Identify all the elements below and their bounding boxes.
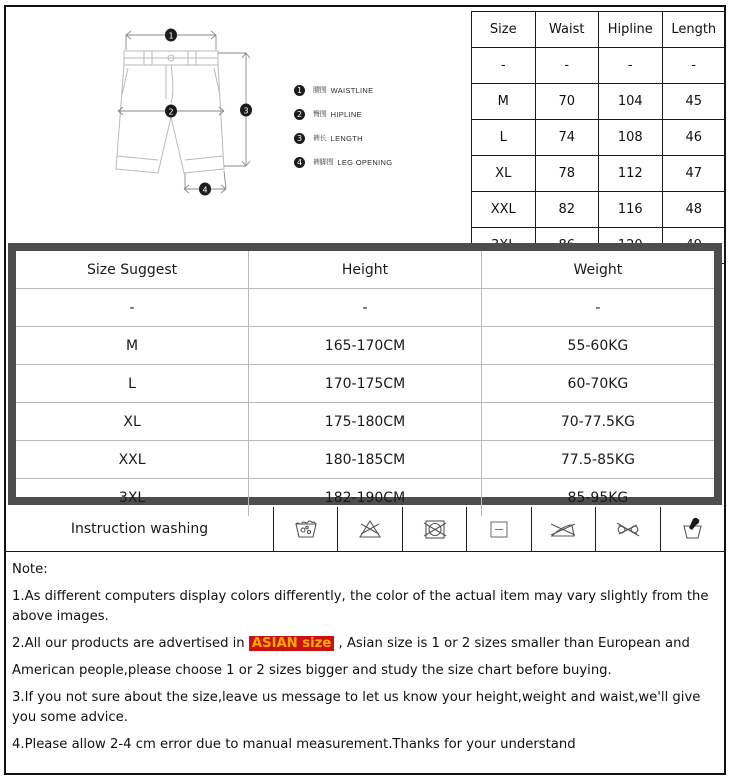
cell-weight: 85-95KG [481,479,714,517]
wash-cell-4 [467,507,531,551]
wash-cell-2 [338,507,402,551]
cell-size: - [16,289,249,327]
note-line-2-pre: 2.All our products are advertised in [12,636,249,652]
table-header-row [472,12,726,48]
cell-waist: 70 [535,84,599,120]
cell-hipline: 116 [599,192,663,228]
wash-cell-6 [596,507,660,551]
cell-size: XL [472,156,536,192]
col-header-waist: Waist [535,12,599,48]
note-section [6,554,724,774]
cell-size: M [16,327,249,365]
cell-waist: 78 [535,156,599,192]
cell-size: M [472,84,536,120]
table-row [472,84,726,120]
svg-text:1: 1 [168,31,174,41]
col-header-length: Length [662,12,726,48]
cell-weight: 70-77.5KG [481,403,714,441]
hand-wash-tub-icon [291,516,321,542]
do-not-tumble-dry-icon [420,516,450,542]
legend-cn-1: 腰围 [313,86,327,94]
legend-en-3: LENGTH [330,133,363,143]
legend-item-length [294,127,464,149]
legend-en-4: LEG OPENING [337,157,393,167]
table-row [472,120,726,156]
note-line-1: 1.As different computers display colors differently, the color of the actual item may vary slightly from the above images. [12,589,709,625]
washing-instructions-label: Instruction washing [6,507,274,551]
cell-height: 175-180CM [249,403,482,441]
washing-instructions-row [6,507,724,552]
legend-en-1: WAISTLINE [330,85,374,95]
measurement-legend [294,79,464,175]
cell-waist: - [535,48,599,84]
washing-icons-group [274,507,724,551]
legend-badge-1: 1 [294,85,305,96]
table-row [472,48,726,84]
cell-length: 45 [662,84,726,120]
wash-cell-3 [403,507,467,551]
wash-cell-5 [532,507,596,551]
cell-size: - [472,48,536,84]
cell-hipline: 112 [599,156,663,192]
cell-height: 170-175CM [249,365,482,403]
cell-height: 182-190CM [249,479,482,517]
wash-cell-1 [274,507,338,551]
legend-badge-4: 4 [294,157,305,168]
cell-size: XXL [472,192,536,228]
do-not-iron-icon [547,516,579,542]
col-header-weight: Weight [481,251,714,289]
col-header-size-suggest: Size Suggest [16,251,249,289]
do-not-dry-clean-icon [611,516,645,542]
cell-waist: 82 [535,192,599,228]
note-line-5: 4.Please allow 2-4 cm error due to manual measurement.Thanks for your understand [12,737,576,753]
cell-height: - [249,289,482,327]
cell-waist: 74 [535,120,599,156]
legend-en-2: HIPLINE [330,109,362,119]
col-header-size: Size [472,12,536,48]
size-suggest-table [16,251,714,516]
legend-item-waistline [294,79,464,101]
size-measurements-table-wrap [471,11,726,246]
cell-height: 180-185CM [249,441,482,479]
legend-cn-3: 裤长 [313,134,327,142]
cell-weight: 60-70KG [481,365,714,403]
svg-text:3: 3 [243,106,249,116]
size-suggest-table-wrap [8,243,722,505]
table-header-row [16,251,714,289]
asian-size-highlight: ASIAN size [249,636,334,651]
legend-item-hipline [294,103,464,125]
legend-badge-3: 3 [294,133,305,144]
table-row [16,289,714,327]
svg-text:2: 2 [168,107,174,117]
note-line-4: 3.If you not sure about the size,leave us message to let us know your height,weight and waist,we'll give you some advice. [12,690,701,726]
table-row [16,441,714,479]
note-line-2-post: , Asian size is 1 or 2 sizes smaller than European and [334,636,690,652]
cell-length: 48 [662,192,726,228]
cell-hipline: 108 [599,120,663,156]
legend-cn-4: 裤脚围 [313,158,334,166]
cell-height: 165-170CM [249,327,482,365]
table-row [16,403,714,441]
cell-length: 46 [662,120,726,156]
legend-cn-2: 臀围 [313,110,327,118]
cell-weight: 55-60KG [481,327,714,365]
wash-cell-7 [661,507,724,551]
shorts-technical-drawing [96,21,271,211]
cell-weight: - [481,289,714,327]
top-section [6,7,724,239]
legend-item-leg-opening [294,151,464,173]
cell-size: L [16,365,249,403]
size-measurements-table [471,11,726,264]
cell-size: XXL [16,441,249,479]
col-header-hipline: Hipline [599,12,663,48]
cell-size: 3XL [16,479,249,517]
dry-flat-icon [484,516,514,542]
cell-length: - [662,48,726,84]
note-line-3: American people,please choose 1 or 2 sizes bigger and study the size chart before buying. [12,663,612,679]
table-row [16,327,714,365]
table-row [472,192,726,228]
svg-text:4: 4 [202,185,208,195]
table-row [16,365,714,403]
cell-weight: 77.5-85KG [481,441,714,479]
cell-hipline: - [599,48,663,84]
cell-size: XL [16,403,249,441]
cell-hipline: 104 [599,84,663,120]
table-row [472,156,726,192]
cell-size: L [472,120,536,156]
cell-length: 47 [662,156,726,192]
do-not-bleach-icon [355,516,385,542]
note-line-2 [12,634,716,654]
legend-badge-2: 2 [294,109,305,120]
do-not-wring-brush-icon [677,515,707,543]
col-header-height: Height [249,251,482,289]
note-title: Note: [12,562,48,577]
